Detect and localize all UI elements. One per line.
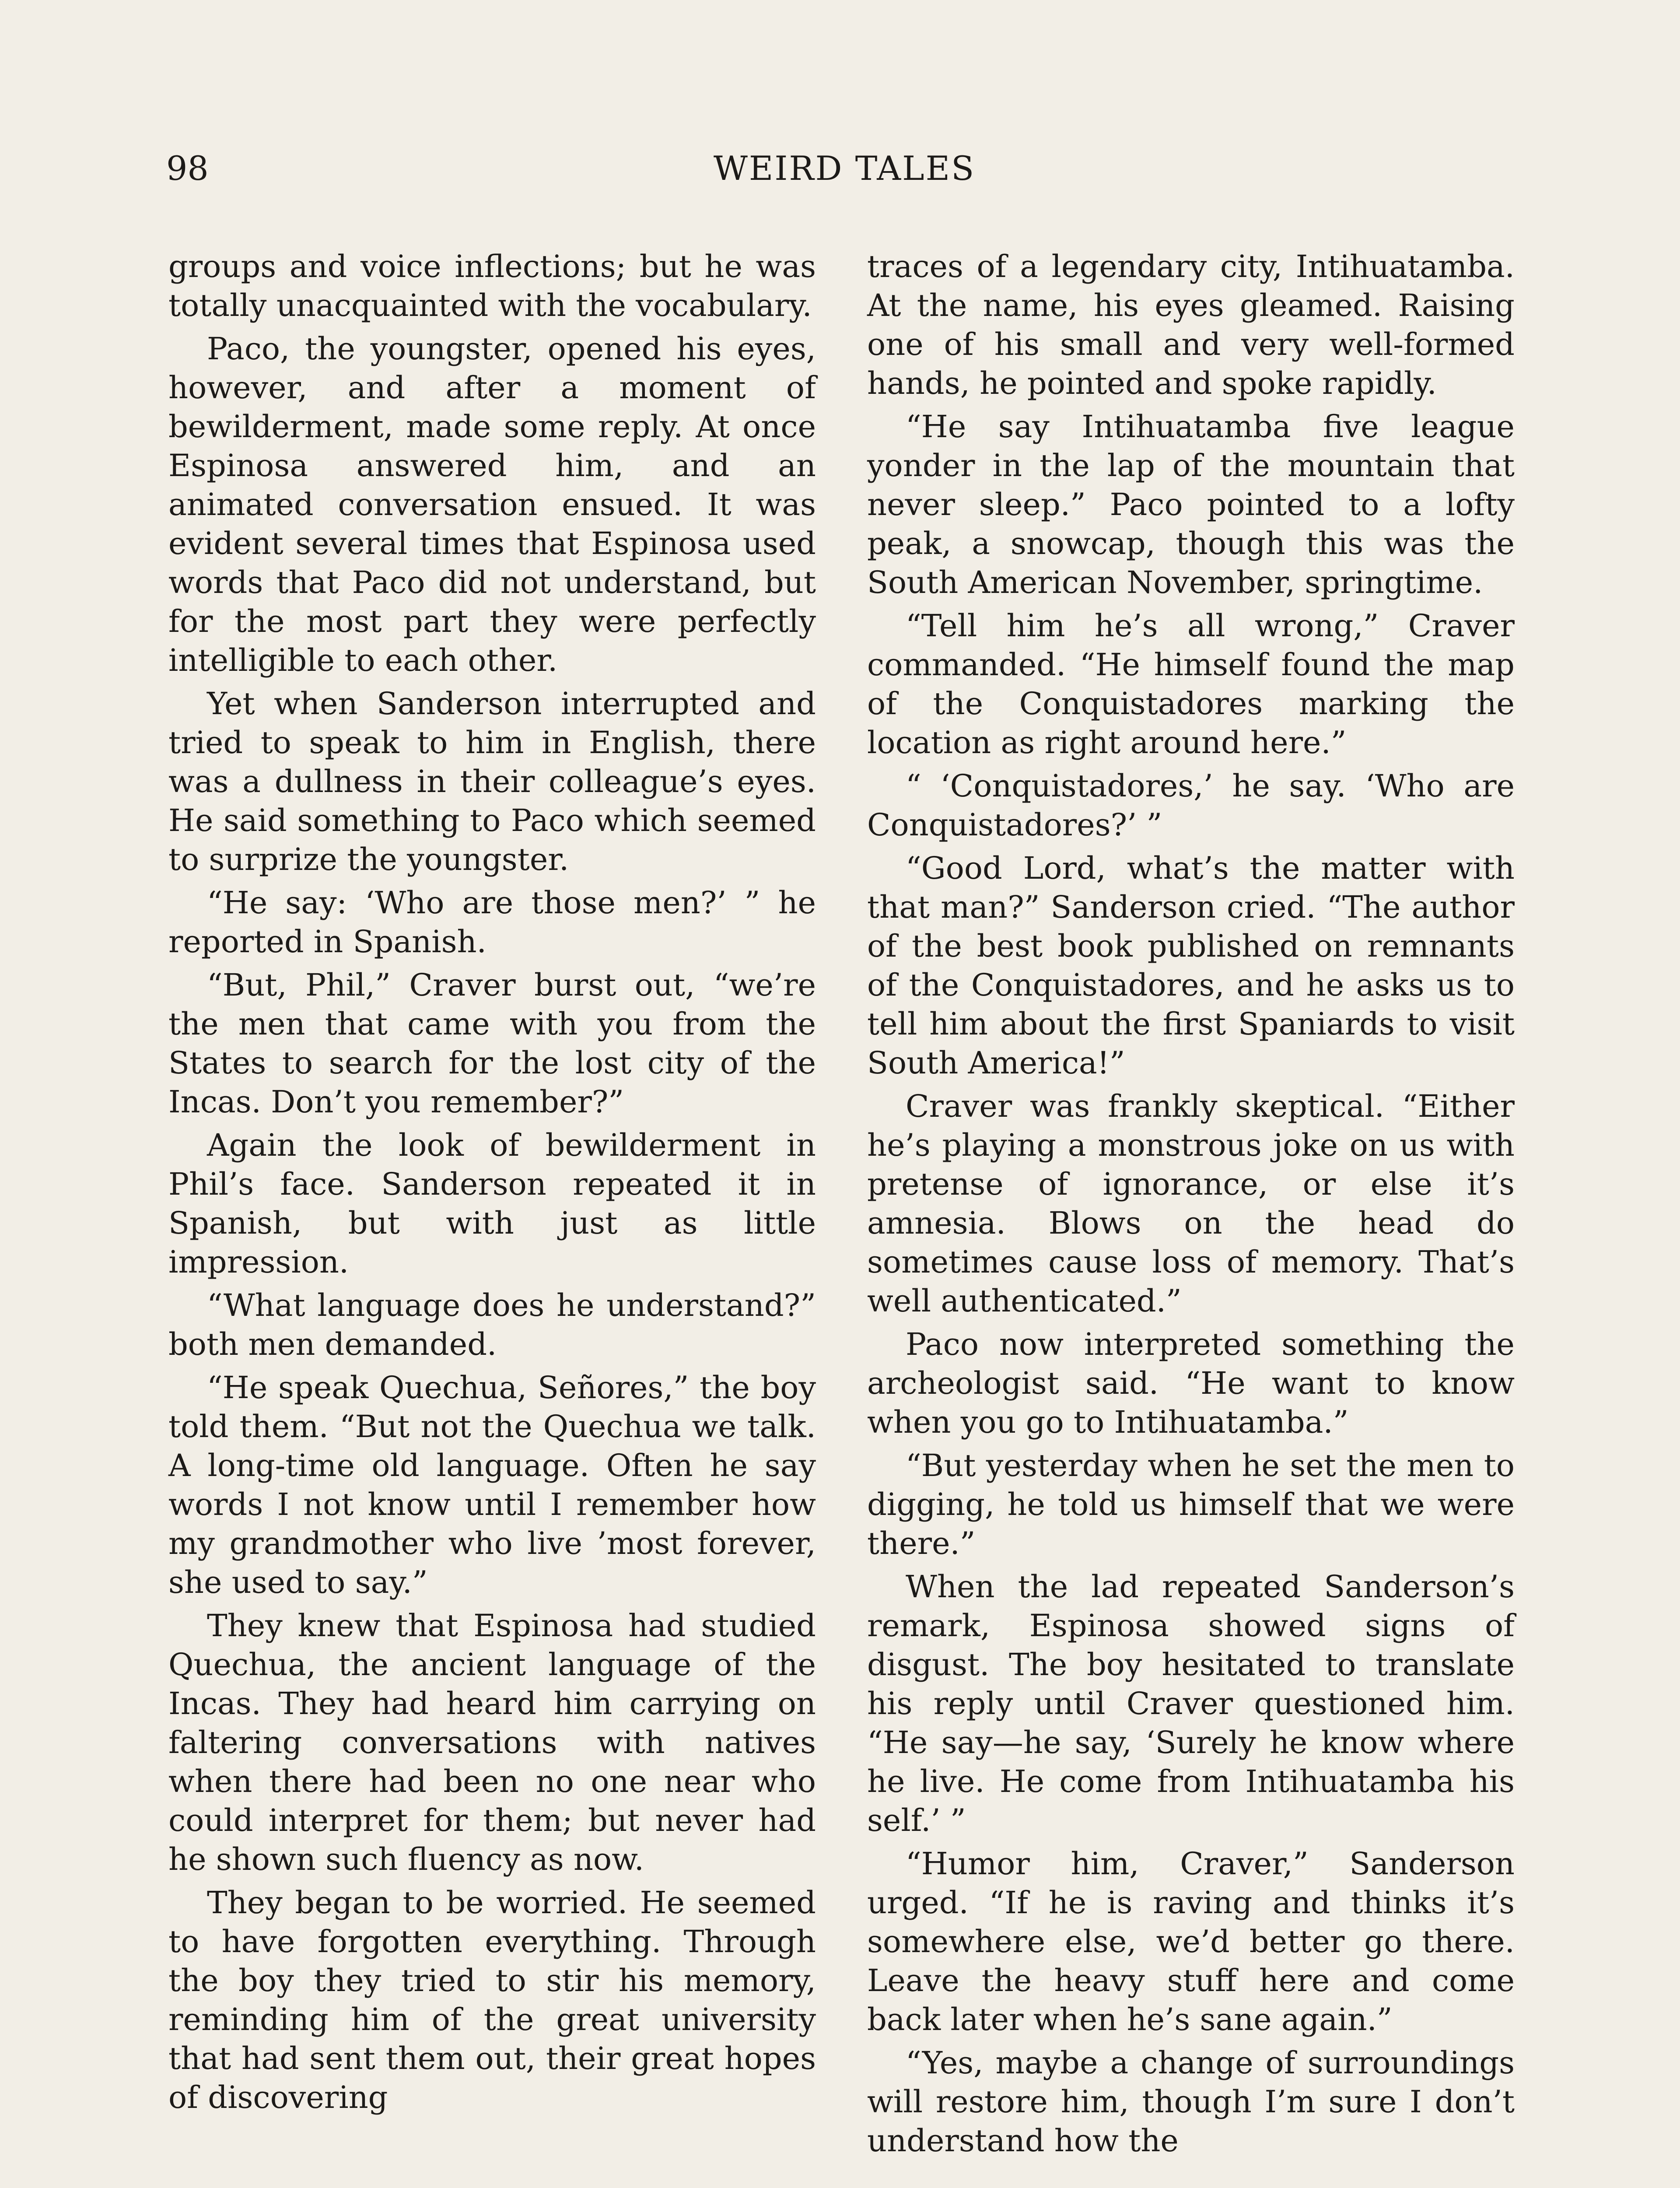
paragraph: They knew that Espinosa had studied Quechua, the ancient language of the Incas. They had heard him carrying on faltering conversations with natives when there had been no one near who could interpret for them; but never had he shown such fluency as now. [168, 1608, 816, 1877]
left-text-column [168, 247, 816, 2121]
paragraph: When the lad repeated Sanderson’s remark, Espinosa showed signs of disgust. The boy hesitated to translate his reply until Craver questioned him. “He say—he say, ‘Surely he know where he live. He come from Intihuatamba his self.’ ” [867, 1569, 1515, 1838]
paragraph: “Yes, maybe a change of surroundings will restore him, though I’m sure I don’t understand how the [867, 2045, 1515, 2159]
paragraph: “He say: ‘Who are those men?’ ” he reported in Spanish. [168, 885, 816, 960]
paragraph: “He speak Quechua, Señores,” the boy told them. “But not the Quechua we talk. A long-time old language. Often he say words I not know until I remember how my grandmother who live ’most forever, she used to say.” [168, 1370, 816, 1600]
running-title: WEIRD TALES [713, 149, 976, 188]
paragraph: “He say Intihuatamba five league yonder in the lap of the mountain that never sleep.” Paco pointed to a lofty peak, a snowcap, though this was the South American November, springtime. [867, 409, 1515, 600]
paragraph: Again the look of bewilderment in Phil’s face. Sanderson repeated it in Spanish, but with just as little impression. [168, 1127, 816, 1280]
page-header [166, 149, 1522, 197]
paragraph: traces of a legendary city, Intihuatamba. At the name, his eyes gleamed. Raising one of his small and very well-formed hands, he pointed and spoke rapidly. [867, 249, 1515, 401]
paragraph: Paco, the youngster, opened his eyes, however, and after a moment of bewilderment, made some reply. At once Espinosa answered him, and an animated conversation ensued. It was evident several times that Espinosa used words that Paco did not understand, but for the most part they were perfectly intelligible to each other. [168, 331, 816, 678]
paragraph: “ ‘Conquistadores,’ he say. ‘Who are Conquistadores?’ ” [867, 768, 1515, 843]
paragraph: “Humor him, Craver,” Sanderson urged. “If he is raving and thinks it’s somewhere else, we’d better go there. Leave the heavy stuff here and come back later when he’s sane again.” [867, 1846, 1515, 2037]
paragraph: “What language does he understand?” both men demanded. [168, 1287, 816, 1362]
page-number: 98 [166, 149, 209, 188]
paragraph: “Tell him he’s all wrong,” Craver commanded. “He himself found the map of the Conquistadores marking the location as right around here.” [867, 608, 1515, 761]
paragraph: “But, Phil,” Craver burst out, “we’re the men that came with you from the States to search for the lost city of the Incas. Don’t you remember?” [168, 967, 816, 1120]
paragraph: Craver was frankly skeptical. “Either he’s playing a monstrous joke on us with pretense of ignorance, or else it’s amnesia. Blows on the head do sometimes cause loss of memory. That’s well authenticated.” [867, 1088, 1515, 1319]
right-text-column [867, 247, 1515, 2165]
paragraph: Yet when Sanderson interrupted and tried to speak to him in English, there was a dullness in their colleague’s eyes. He said something to Paco which seemed to surprize the youngster. [168, 686, 816, 877]
paragraph: “But yesterday when he set the men to digging, he told us himself that we were there.” [867, 1448, 1515, 1561]
paragraph: Paco now interpreted something the archeologist said. “He want to know when you go to Intihuatamba.” [867, 1326, 1515, 1440]
paragraph: “Good Lord, what’s the matter with that man?” Sanderson cried. “The author of the best book published on remnants of the Conquistadores, and he asks us to tell him about the first Spaniards to visit South America!” [867, 850, 1515, 1081]
paragraph: groups and voice inflections; but he was totally unacquainted with the vocabulary. [168, 249, 816, 323]
paragraph: They began to be worried. He seemed to have forgotten everything. Through the boy they tried to stir his memory, reminding him of the great university that had sent them out, their great hopes of discovering [168, 1885, 816, 2115]
